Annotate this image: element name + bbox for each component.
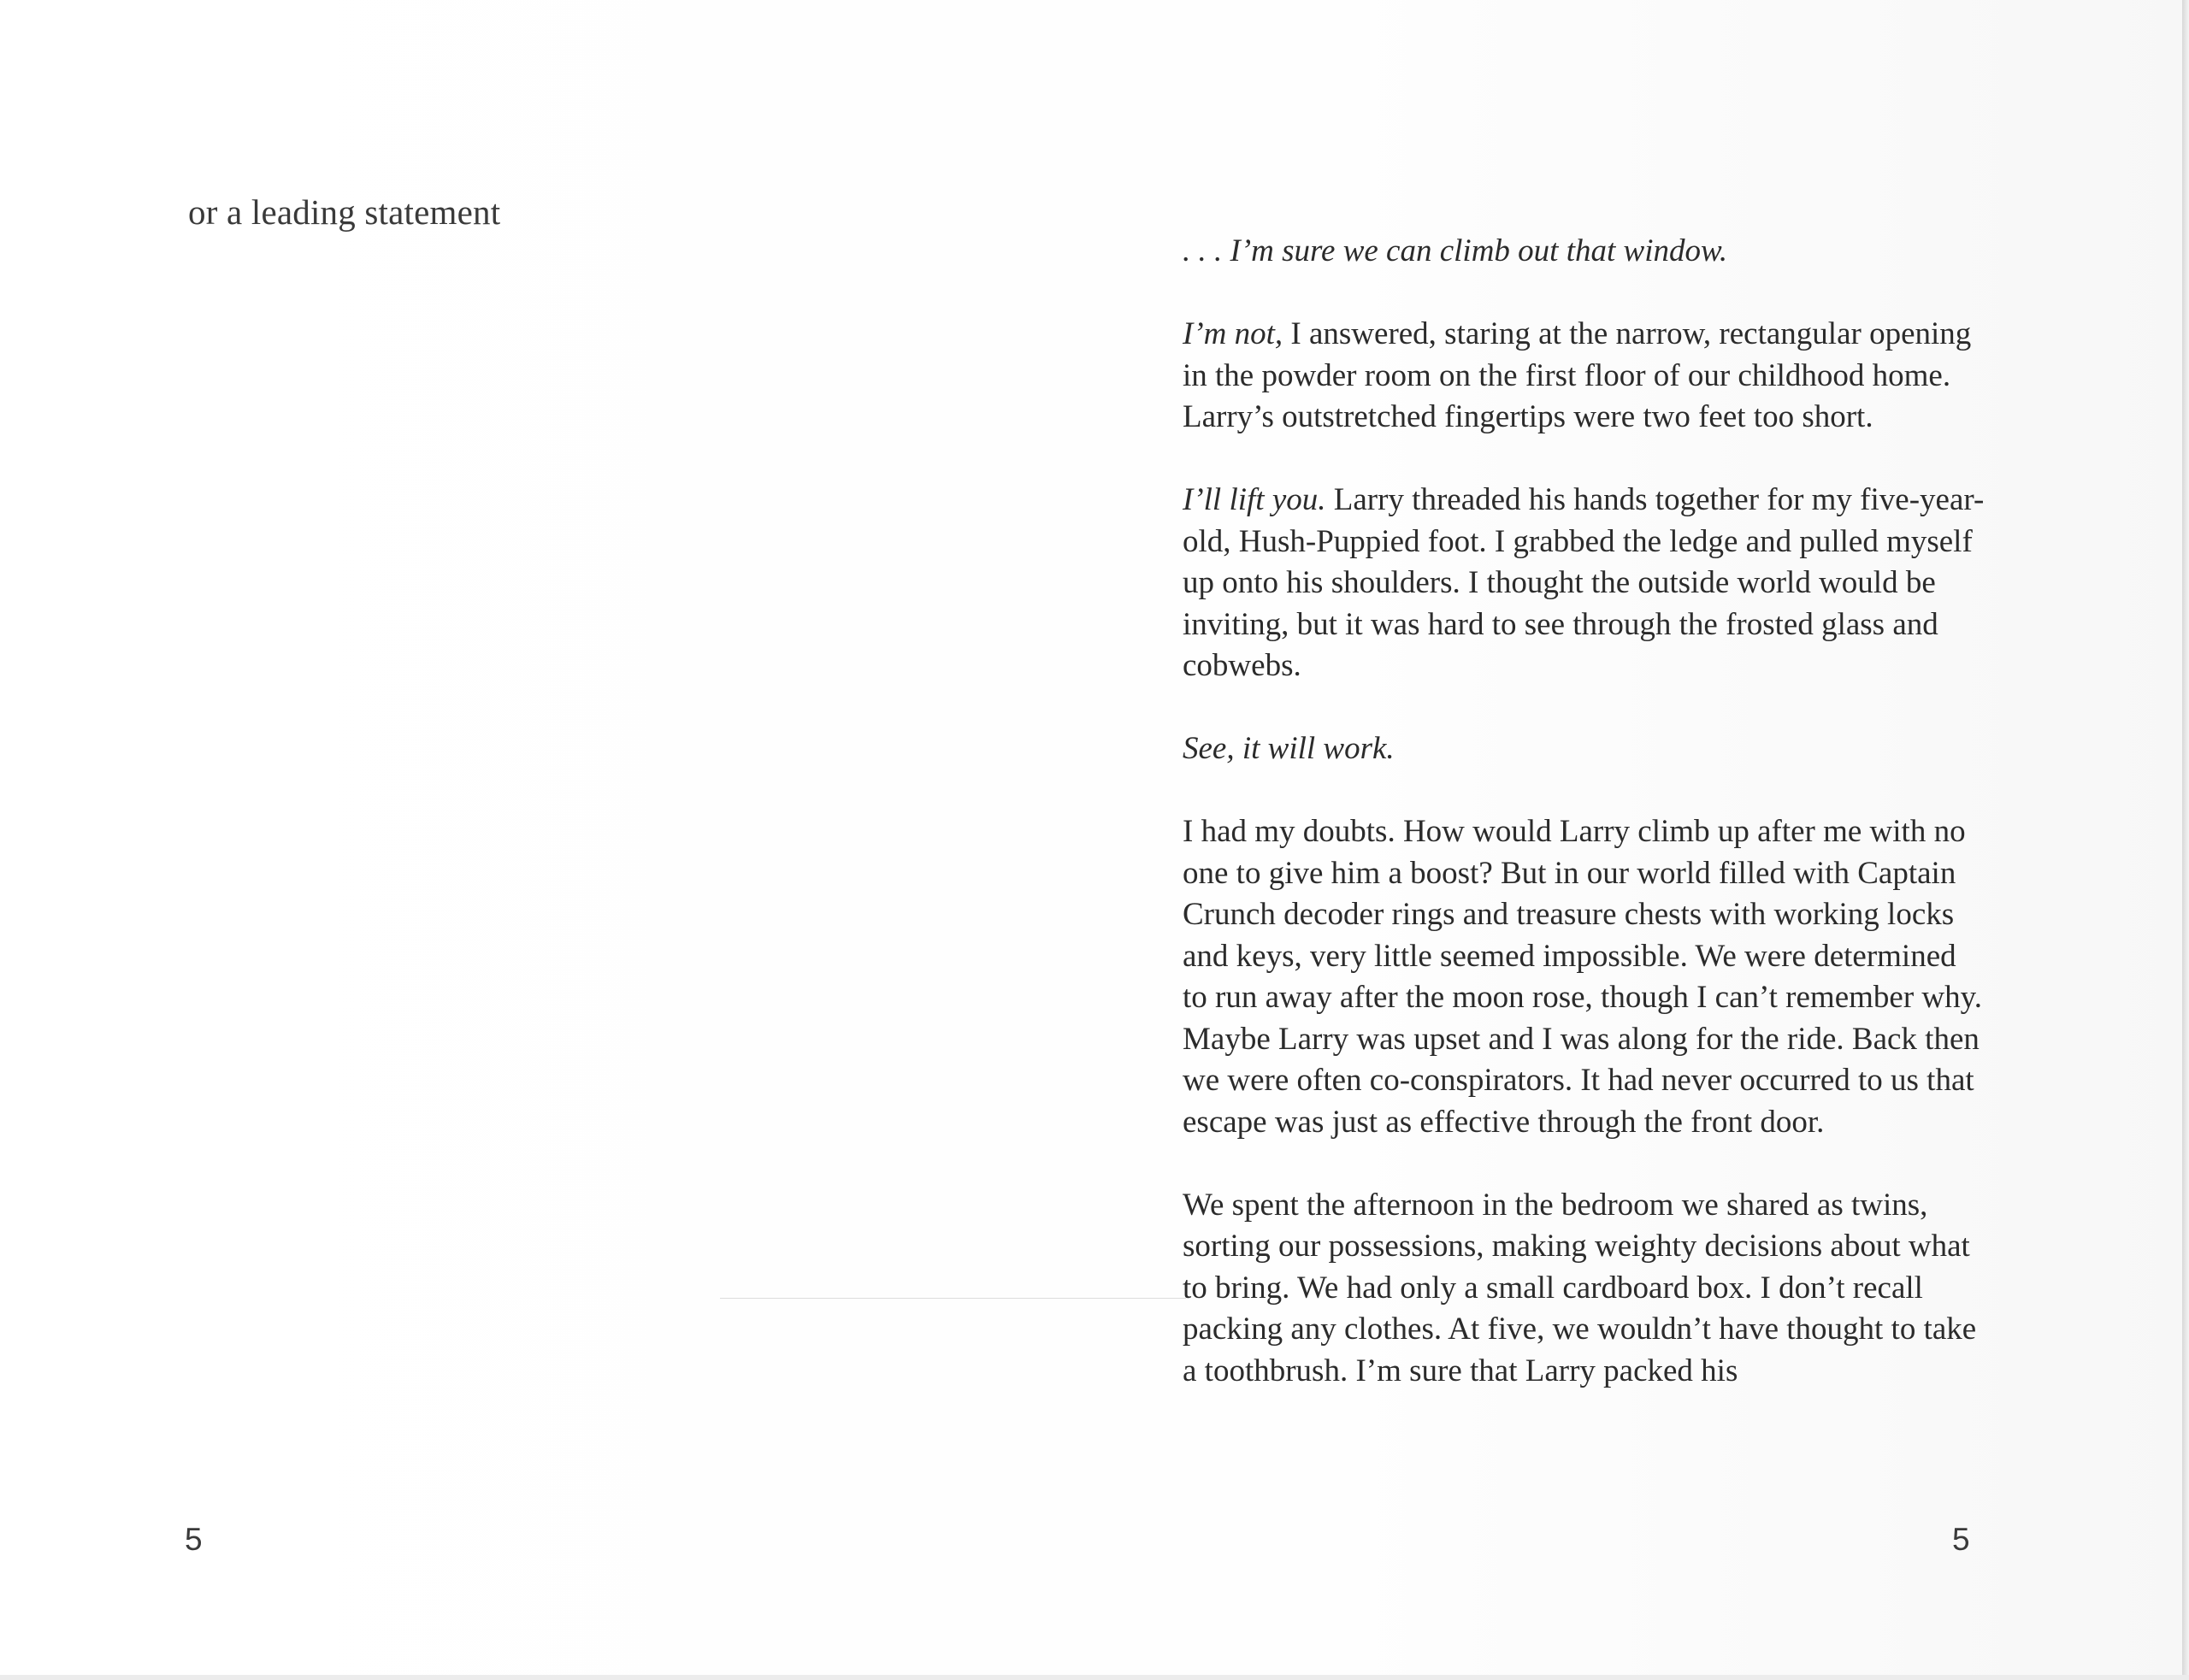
page-edge-shadow: [2182, 0, 2189, 1680]
left-page-heading: or a leading statement: [188, 192, 501, 232]
right-page-number: 5: [1952, 1522, 1970, 1557]
paragraph-italic-lead: I’m not,: [1183, 316, 1283, 351]
paragraph: [1183, 1185, 1986, 1393]
left-page-number: 5: [185, 1522, 203, 1557]
paragraph-text: We spent the afternoon in the bedroom we shared as twins, sorting our possessions, making weighty decisions about what to bring. We had only a small cardboard box. I don’t recall packing any clothes. At five, we wouldn’t have thought to take a toothbrush. I’m sure that Larry packed his: [1183, 1187, 1977, 1388]
bottom-edge-shadow: [0, 1675, 2189, 1680]
paragraph: [1183, 811, 1986, 1143]
paragraph: [1183, 231, 1986, 273]
right-page-body: [1183, 231, 1986, 1434]
divider-line: [720, 1298, 1186, 1299]
paragraph-italic-lead: I’ll lift you.: [1183, 482, 1326, 517]
paragraph-text: I answered, staring at the narrow, rectangular opening in the powder room on the first floor of our childhood home. Larry’s outstretched fingertips were two feet too short.: [1183, 316, 1972, 434]
paragraph: [1183, 314, 1986, 439]
paragraph-text: I had my doubts. How would Larry climb up after me with no one to give him a boost? But in our world filled with Captain Crunch decoder rings and treasure chests with working locks and keys, very little seemed impossible. We were determined to run away after the moon rose, though I can’t remember why. Maybe Larry was upset and I was along for the ride. Back then we were often co-conspirators. It had never occurred to us that escape was just as effective through the front door.: [1183, 814, 1982, 1140]
paragraph-text: Larry threaded his hands together for my five-year-old, Hush-Puppied foot. I grabbed the ledge and pulled myself up onto his shoulders. I thought the outside world would be inviting, but it was hard to see through the frosted glass and cobwebs.: [1183, 482, 1985, 683]
paragraph-italic-lead: See, it will work.: [1183, 731, 1395, 766]
paragraph-italic-lead: . . . I’m sure we can climb out that window.: [1183, 233, 1728, 268]
paragraph: [1183, 728, 1986, 770]
paragraph: [1183, 480, 1986, 687]
